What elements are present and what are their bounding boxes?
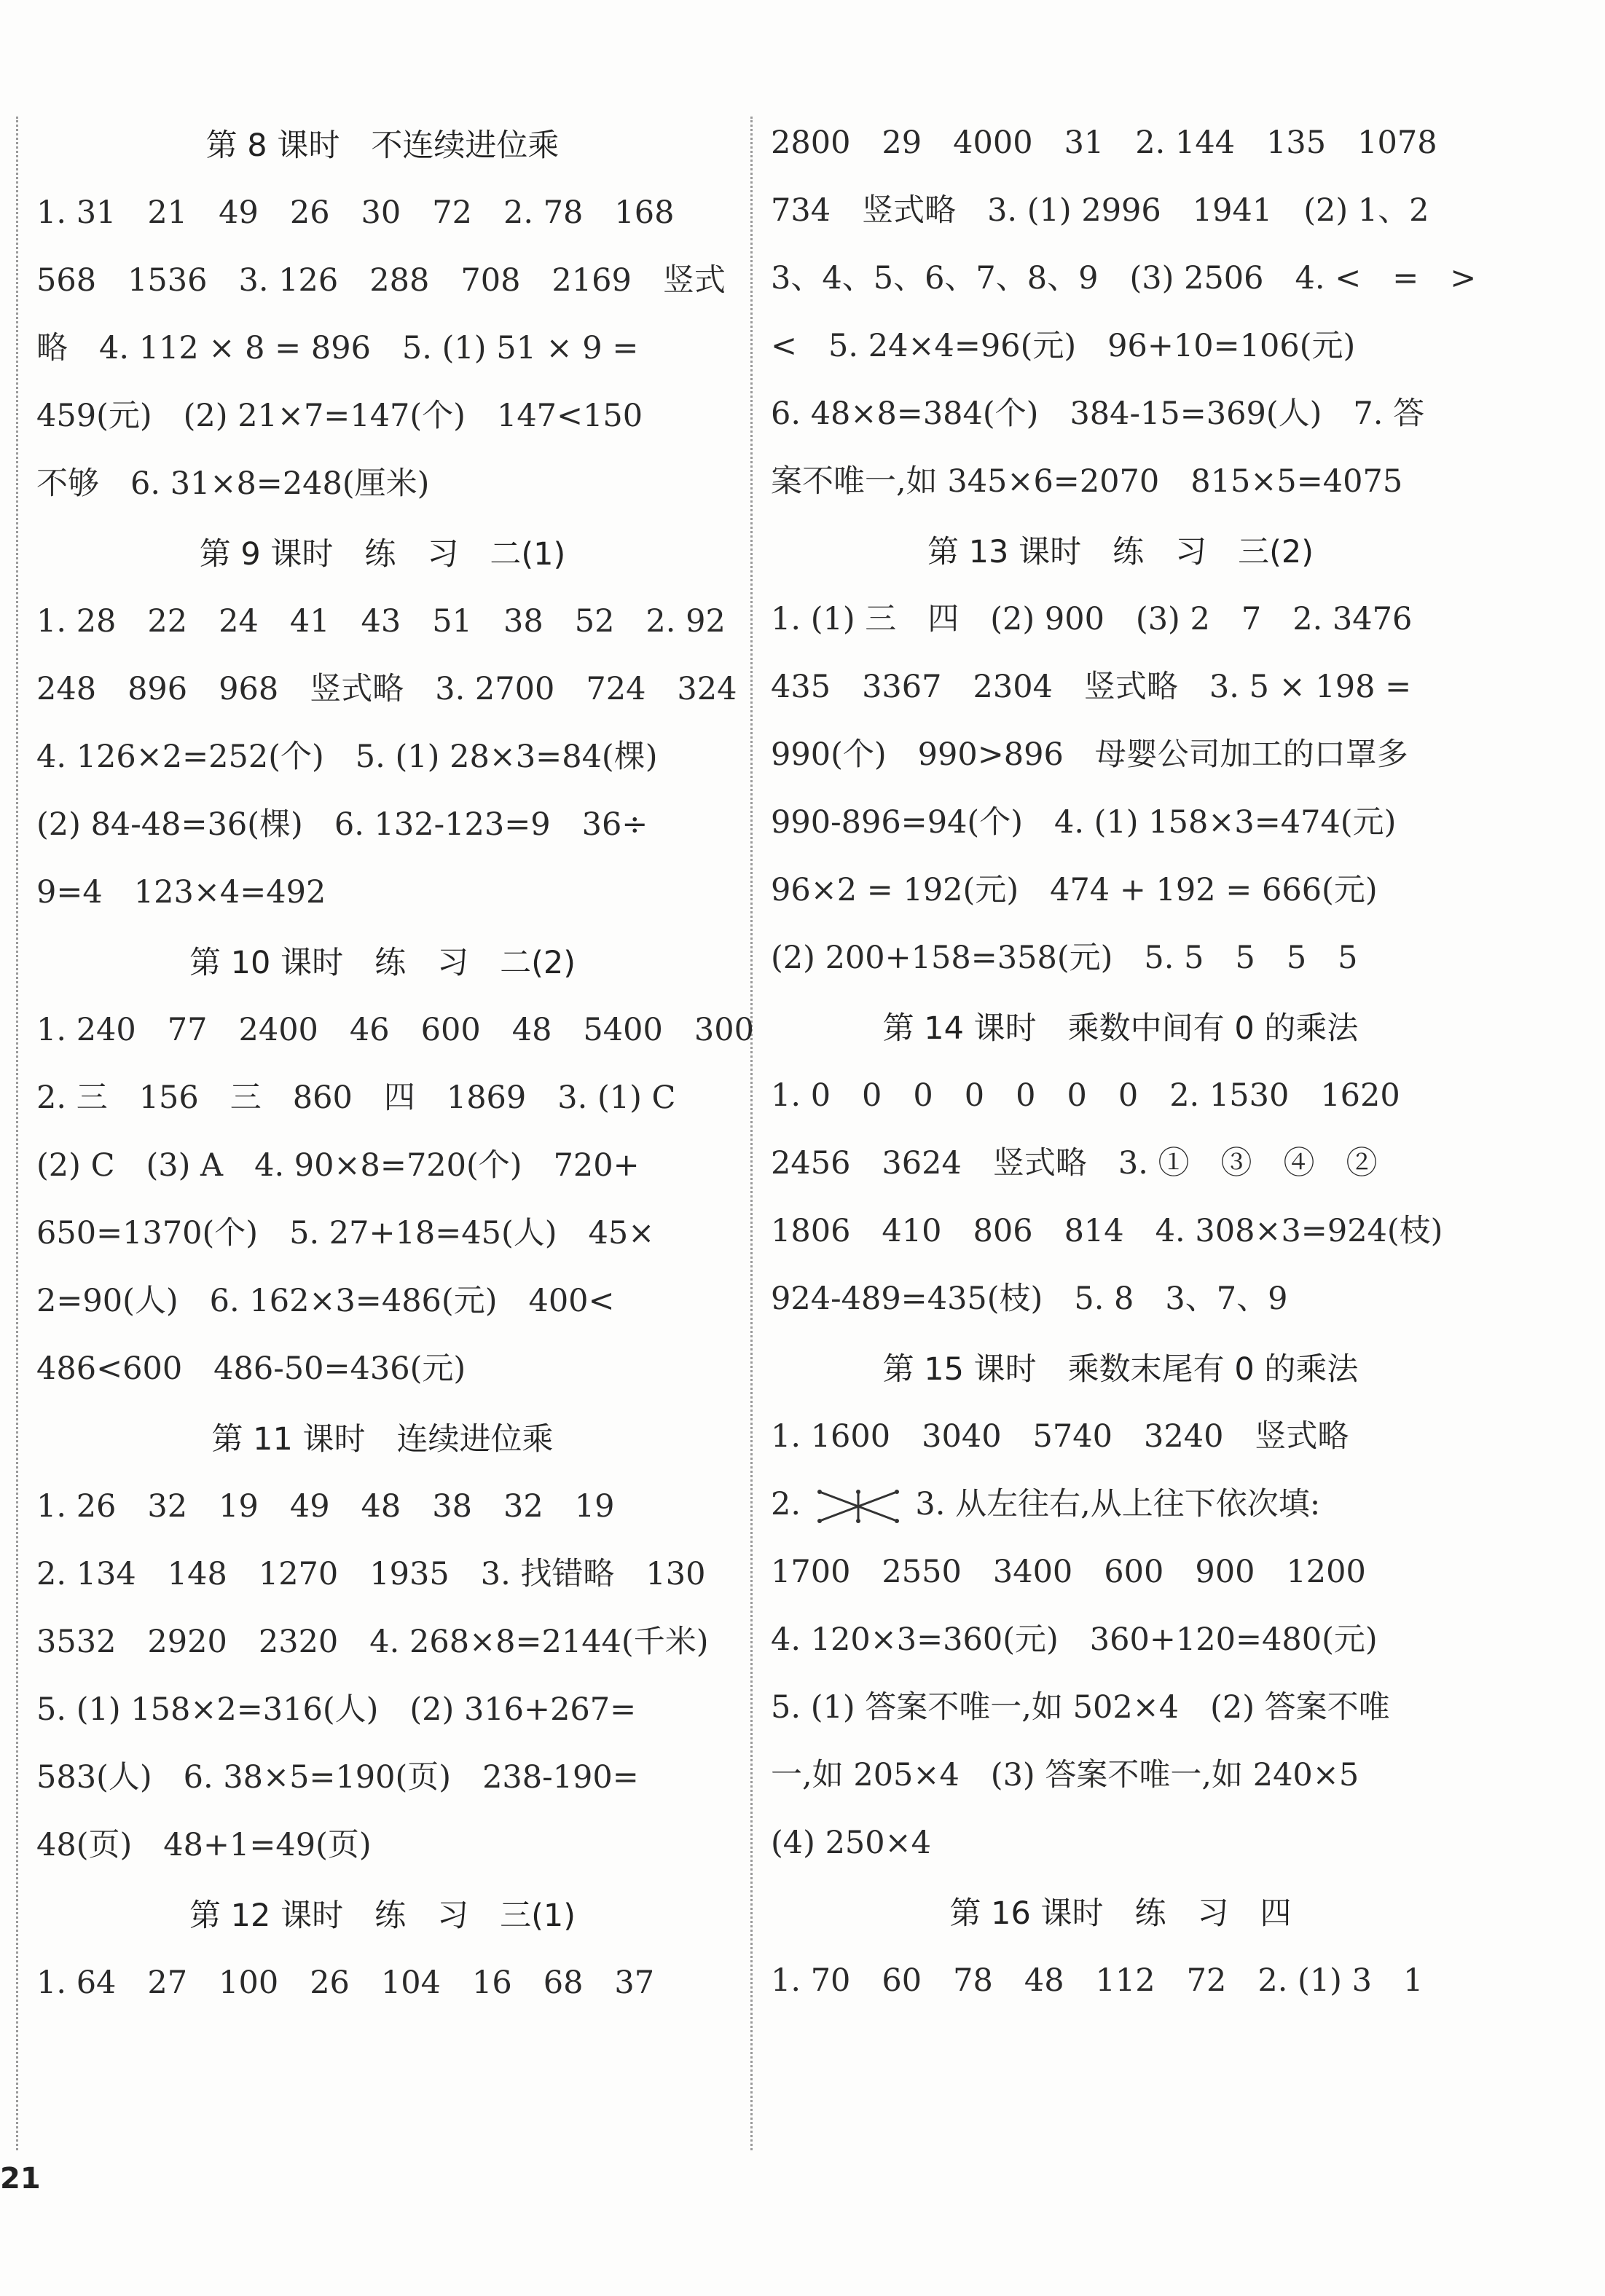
lesson-answers (771, 1062, 1470, 1333)
answer-line: 3532 2920 2320 4. 268×8=2144(千米) (36, 1624, 709, 1660)
answer-line: 案不唯一,如 345×6=2070 815×5=4075 (771, 463, 1403, 500)
answer-line: 1700 2550 3400 600 900 1200 (771, 1554, 1366, 1590)
lesson-answers (771, 1947, 1470, 2015)
answer-line: 一,如 205×4 (3) 答案不唯一,如 240×5 (771, 1757, 1359, 1793)
answer-line: 2=90(人) 6. 162×3=486(元) 400< (36, 1283, 615, 1319)
answer-text: 3. 从左往右,从上往下依次填: (915, 1486, 1321, 1522)
answer-line: 248 896 968 竖式略 3. 2700 724 324 (36, 671, 737, 707)
lesson-answers (36, 179, 729, 518)
answer-line: 1. 70 60 78 48 112 72 2. (1) 3 1 (771, 1962, 1424, 1999)
answer-line: 9=4 123×4=492 (36, 874, 326, 911)
lesson-title: 第 11 课时 连续进位乘 (211, 1421, 554, 1458)
answer-line: 4. 120×3=360(元) 360+120=480(元) (771, 1621, 1378, 1658)
answer-line: 5. (1) 158×2=316(人) (2) 316+267= (36, 1691, 637, 1728)
answer-line: 990(个) 990>896 母婴公司加工的口罩多 (771, 736, 1408, 773)
answer-line: 650=1370(个) 5. 27+18=45(人) 45× (36, 1215, 655, 1251)
column-divider (750, 117, 753, 2150)
lesson-answers (771, 586, 1470, 992)
answer-line: 1. (1) 三 四 (2) 900 (3) 2 7 2. 3476 (771, 601, 1413, 637)
continued-answers (771, 109, 1477, 516)
answer-line: 734 竖式略 3. (1) 2996 1941 (2) 1、2 (771, 192, 1429, 229)
answer-line: (2) 84-48=36(棵) 6. 132-123=9 36÷ (36, 806, 648, 843)
lesson-title: 第 14 课时 乘数中间有 0 的乘法 (882, 1010, 1359, 1047)
answer-line: 48(页) 48+1=49(页) (36, 1827, 372, 1863)
answer-line: 4. 126×2=252(个) 5. (1) 28×3=84(棵) (36, 739, 658, 775)
answer-line: 6. 48×8=384(个) 384-15=369(人) 7. 答 (771, 396, 1425, 432)
answer-line: 459(元) (2) 21×7=147(个) 147<150 (36, 398, 643, 434)
left-column (36, 109, 754, 2017)
answer-line: 1. 1600 3040 5740 3240 竖式略 (771, 1418, 1349, 1455)
answer-line: 1806 410 806 814 4. 308×3=924(枝) (771, 1213, 1443, 1249)
answer-line: 1. 31 21 49 26 30 72 2. 78 168 (36, 194, 675, 231)
answer-line: 990-896=94(个) 4. (1) 158×3=474(元) (771, 804, 1397, 841)
answer-line: < 5. 24×4=96(元) 96+10=106(元) (771, 328, 1356, 364)
answer-line: 2456 3624 竖式略 3. ① ③ ④ ② (771, 1145, 1378, 1182)
answer-line: 924-489=435(枝) 5. 8 3、7、9 (771, 1281, 1288, 1317)
lesson-answers (36, 588, 737, 927)
answer-line: 2. 134 148 1270 1935 3. 找错略 130 (36, 1556, 706, 1592)
answer-line: 2800 29 4000 31 2. 144 135 1078 (771, 125, 1437, 161)
left-margin-rule (16, 117, 18, 2150)
item-number: 2. (771, 1486, 801, 1522)
lesson-title: 第 15 课时 乘数末尾有 0 的乘法 (882, 1351, 1359, 1388)
answer-line: 568 1536 3. 126 288 708 2169 竖式 (36, 262, 726, 299)
answer-line: 96×2 = 192(元) 474 + 192 = 666(元) (771, 872, 1378, 908)
lesson-title: 第 16 课时 练 习 四 (949, 1895, 1292, 1932)
lesson-answers (36, 1949, 729, 2017)
answer-line-matching (771, 1471, 1470, 1538)
answer-line: 5. (1) 答案不唯一,如 502×4 (2) 答案不唯 (771, 1689, 1390, 1726)
lesson-title: 第 13 课时 练 习 三(2) (927, 534, 1314, 570)
right-column (771, 109, 1477, 2015)
answer-line: 3、4、5、6、7、8、9 (3) 2506 4. < = > (771, 260, 1477, 296)
lesson-title: 第 8 课时 不连续进位乘 (205, 127, 560, 164)
answer-line: (2) C (3) A 4. 90×8=720(个) 720+ (36, 1147, 640, 1184)
answer-line: 486<600 486-50=436(元) (36, 1351, 466, 1387)
answer-line: (2) 200+158=358(元) 5. 5 5 5 5 (771, 940, 1358, 976)
answer-line: 1. 64 27 100 26 104 16 68 37 (36, 1965, 655, 2001)
page-number: 21 (0, 2162, 41, 2195)
answer-line: 583(人) 6. 38×5=190(页) 238-190= (36, 1759, 639, 1796)
answer-line: 略 4. 112 × 8 = 896 5. (1) 51 × 9 = (36, 330, 639, 366)
lesson-answers (771, 1403, 1470, 1877)
answer-line: 1. 240 77 2400 46 600 48 5400 300 (36, 1012, 754, 1048)
answer-line: 1. 26 32 19 49 48 38 32 19 (36, 1488, 615, 1525)
answer-line: 不够 6. 31×8=248(厘米) (36, 465, 430, 502)
answer-line: 1. 28 22 24 41 43 51 38 52 2. 92 (36, 603, 726, 640)
lesson-answers (36, 1473, 729, 1879)
answer-line: 2. 三 156 三 860 四 1869 3. (1) C (36, 1080, 676, 1116)
lesson-title: 第 10 课时 练 习 二(2) (189, 945, 576, 981)
answer-line: 1. 0 0 0 0 0 0 0 2. 1530 1620 (771, 1077, 1400, 1114)
matching-lines-icon (811, 1485, 906, 1528)
answer-line: (4) 250×4 (771, 1825, 932, 1861)
lesson-title: 第 12 课时 练 习 三(1) (189, 1898, 576, 1934)
answer-line: 435 3367 2304 竖式略 3. 5 × 198 = (771, 669, 1412, 705)
lesson-title: 第 9 课时 练 习 二(1) (199, 536, 566, 573)
lesson-answers (36, 996, 754, 1403)
